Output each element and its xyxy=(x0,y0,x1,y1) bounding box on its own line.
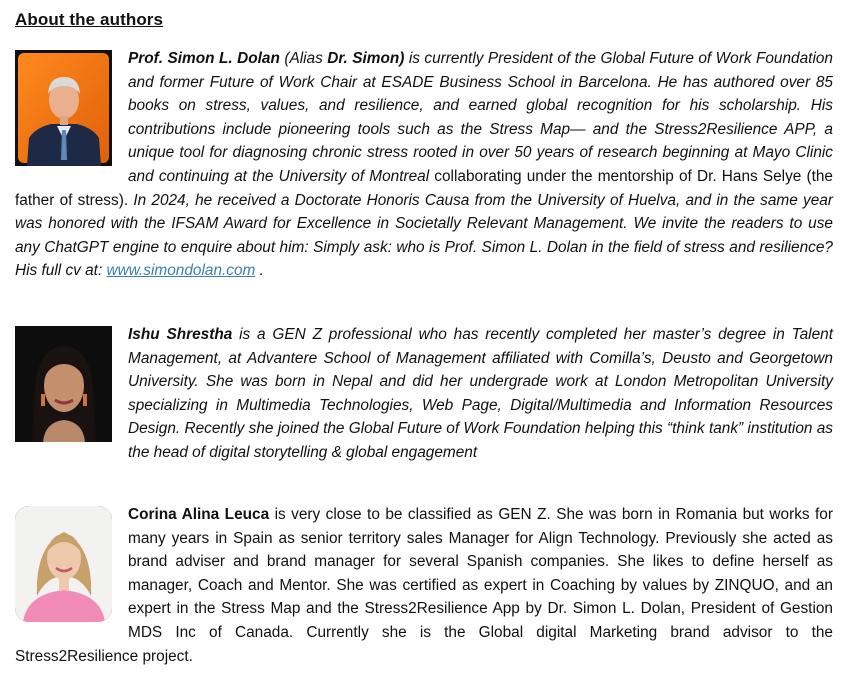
author-bio-dolan xyxy=(15,47,833,283)
author-bio-leuca xyxy=(15,503,833,668)
author-bio-shrestha xyxy=(15,323,833,465)
bio-text: is a GEN Z professional who has recently completed her master’s degree in Talent Management, at Advantere School of Management affiliated with Comilla’s, Deusto and Georgetown University. She was born in Nepal and did her undergrade work at London Metropolitan University specializing in Multimedia Technologies, Web Page, Digital/Multimedia and Information Resources Design. Recently she joined the Global Future of Work Foundation helping this “think tank” institution as the head of digital storytelling & global engagement xyxy=(128,326,833,461)
bio-text: is currently President of the Global Future of Work Foundation and former Future of Work Chair at ESADE Business School in Barcelona. He has authored over 85 books on stress, values, and resilience, and earned global recognition for his scholarship. His contributions include pioneering tools such as the Stress Map— and the Stress2Resilience APP, a unique tool for diagnosing chronic stress rooted in over 50 years of research beginning at Mayo Clinic and continuing at the University of Montreal xyxy=(128,50,833,185)
bio-text-upright: collaborating under the mentorship of Dr. Hans Selye (the father of stress). xyxy=(15,167,833,209)
author-photo-dolan xyxy=(15,50,112,166)
bio-text: is very close to be classified as GEN Z. She was born in Romania but works for many years in Spain as senior territory sales Manager for Align Technology. Previously she acted as brand adviser and brand manager for several Spanish companies. She likes to define herself as manager, Coach and Mentor. She was certified as expert in Coaching by values by ZINQUO, and an expert in the Stress Map and the Stress2Resilience App by Dr. Simon L. Dolan, President of Gestion MDS Inc of Canada. Currently she is the Global digital Marketing brand advisor to the Stress2Resilience project. xyxy=(15,506,833,665)
alias-prefix: (Alias xyxy=(279,50,328,67)
author-alias: Dr. Simon) xyxy=(327,50,405,67)
author-name: Ishu Shrestha xyxy=(128,326,233,343)
section-heading: About the authors xyxy=(15,10,164,29)
link-tail: . xyxy=(255,262,264,280)
author-photo-shrestha xyxy=(15,326,112,442)
author-name: Prof. Simon L. Dolan xyxy=(128,50,280,67)
bio-text-continued: In 2024, he received a Doctorate Honoris Causa from the University of Huelva, and in the same year was honored with the IFSAM Award for Excellence in Societally Relevant Management. We invite the readers to use any ChatGPT engine to enquire about him: Simply ask: who is Prof. Simon L. Dolan in the field of stress and resilience? His full cv at: xyxy=(15,191,833,280)
author-name: Corina Alina Leuca xyxy=(128,506,270,523)
author-photo-leuca xyxy=(15,506,112,622)
website-link[interactable]: www.simondolan.com xyxy=(106,262,256,280)
